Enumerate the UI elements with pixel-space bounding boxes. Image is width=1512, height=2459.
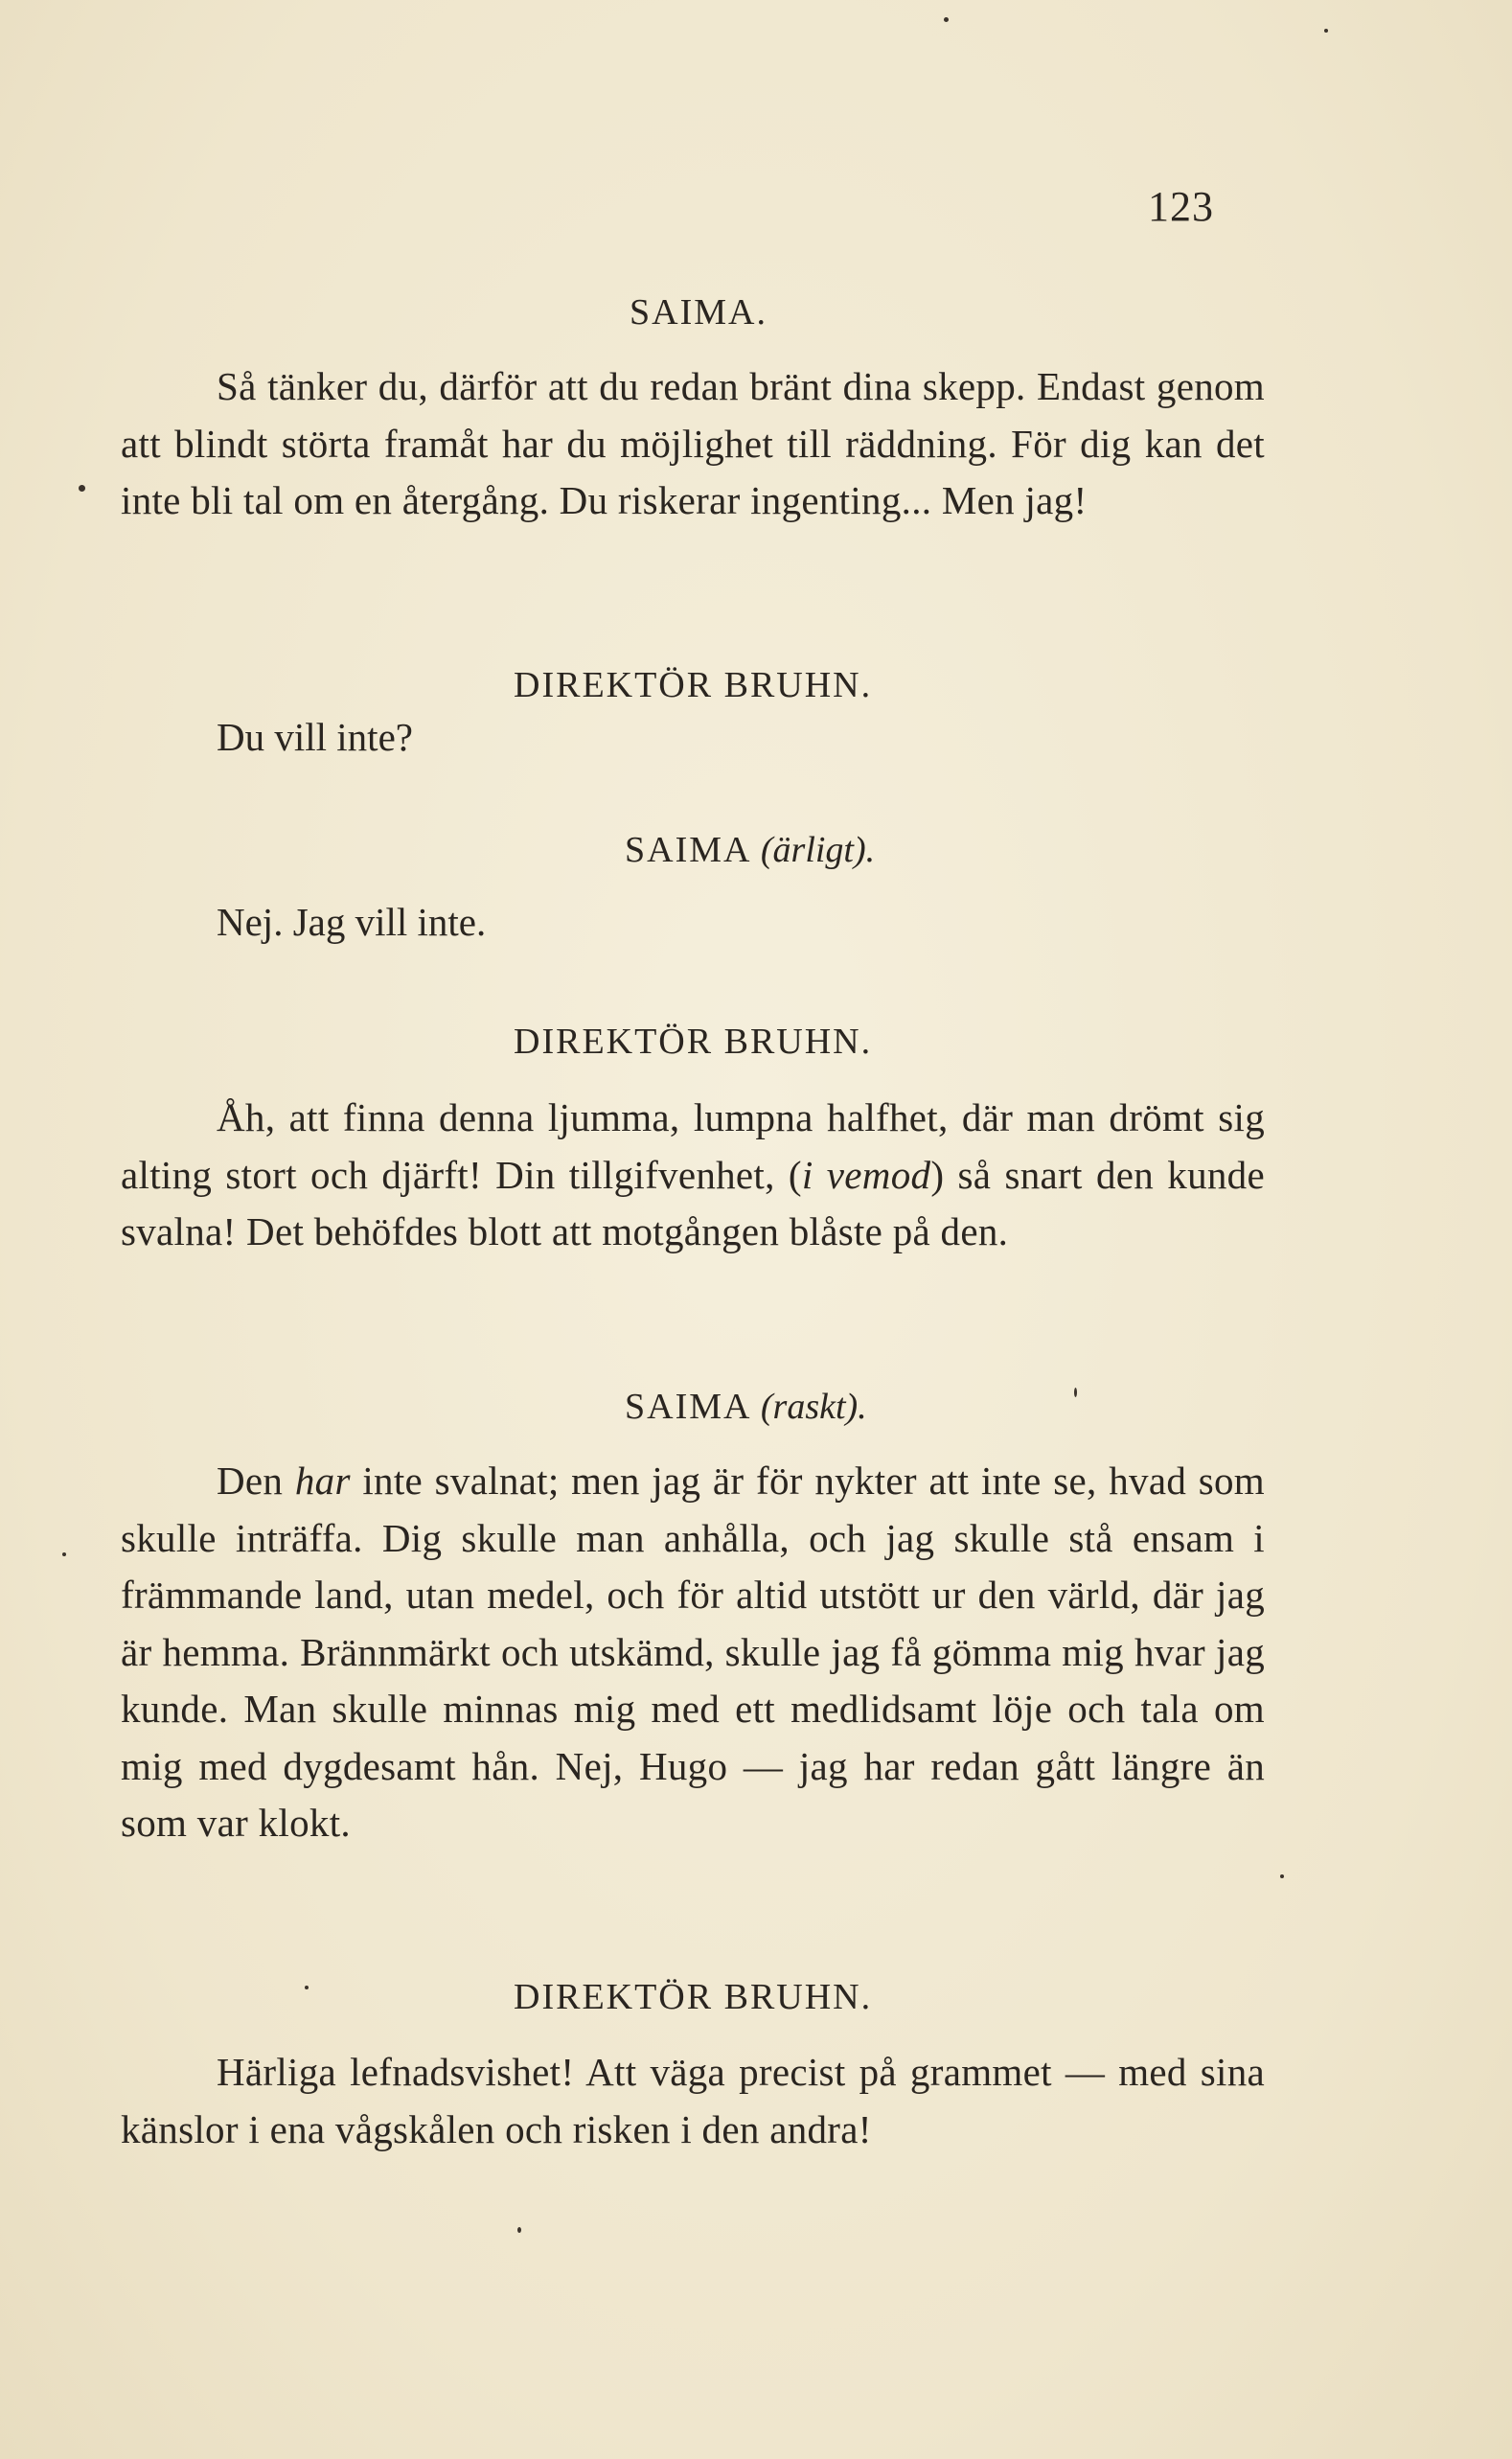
dialogue-line: Du vill inte?: [217, 715, 413, 759]
print-speck: [517, 2227, 521, 2233]
dialogue-text: Den: [217, 1459, 295, 1503]
speaker-heading: SAIMA.: [630, 292, 767, 333]
dialogue-paragraph: [121, 1090, 1265, 1261]
print-speck: [305, 1986, 309, 1989]
dialogue-text: inte svalnat; men jag är för nykter att inte se, hvad som skulle inträffa. Dig skulle man anhålla, och jag skulle stå ensam i främmande land, utan medel, och för altid utstött ur den värld, där jag är hemma. Brännmärkt och utskämd, skulle jag få gömma mig hvar jag kunde. Man skulle minnas mig med ett medlidsamt löje och tala om mig med dygdesamt hån. Nej, Hugo — jag har redan gått längre än som var klokt.: [121, 1459, 1266, 1845]
speaker-name: SAIMA: [625, 1387, 750, 1427]
speaker-heading: [625, 829, 875, 871]
dialogue-text: (: [788, 1152, 802, 1197]
dialogue-paragraph: Så tänker du, därför att du redan bränt dina skepp. Endast genom att blindt störta framåt har du möjlighet till räddning. För dig kan det inte bli tal om en återgång. Du riskerar ingenting... Men jag!: [121, 364, 1265, 522]
speaker-heading: DIREKTÖR BRUHN.: [514, 1022, 873, 1062]
speaker-name: SAIMA: [625, 830, 750, 870]
speaker-heading: DIREKTÖR BRUHN.: [514, 665, 873, 705]
dialogue-paragraph: [121, 1453, 1265, 1852]
dialogue-line: Nej. Jag vill inte.: [217, 900, 487, 944]
speaker-heading: DIREKTÖR BRUHN.: [514, 1977, 873, 2017]
print-speck: [1280, 1874, 1284, 1878]
stage-direction: (raskt).: [760, 1387, 867, 1427]
dialogue-text: ) så snart den kunde svalna! Det behöfdes blott att motgången blåste på den.: [121, 1152, 1265, 1253]
dialogue-paragraph: Härliga lefnadsvishet! Att väga precist på grammet — med sina känslor i ena vågskålen och risken i den andra!: [121, 2050, 1265, 2151]
page-number: 123: [1148, 183, 1214, 230]
print-speck: [944, 17, 949, 22]
print-speck: [1324, 29, 1328, 33]
emphasis: har: [294, 1459, 351, 1503]
print-speck: [62, 1552, 66, 1556]
print-speck: [1074, 1388, 1077, 1397]
speaker-heading: [625, 1386, 867, 1428]
print-speck: [79, 485, 85, 492]
dialogue-text: Åh, att finna denna ljumma, lumpna halfhet, där man drömt sig alting stort och djärft! Din tillgifvenhet,: [121, 1095, 1265, 1197]
stage-direction-inline: i vemod: [801, 1152, 931, 1197]
stage-direction: (ärligt).: [760, 830, 876, 870]
